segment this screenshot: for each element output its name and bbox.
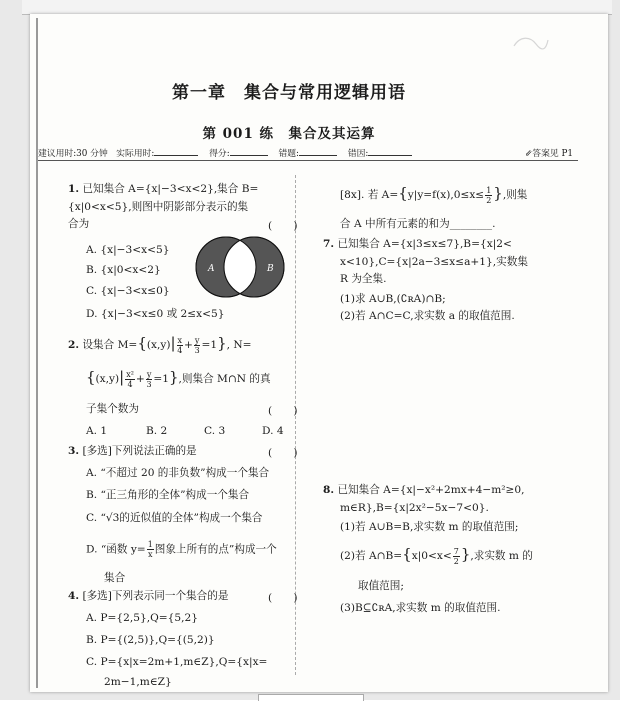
q2-option-b: B. 2 bbox=[146, 425, 168, 437]
q3-option-d: D. “函数 y= $\frac{1}{x}$ 图象上所有的点”构成一个 bbox=[86, 540, 277, 559]
q2-answer-paren: ( ) bbox=[268, 405, 298, 417]
q3-option-d-cont: 集合 bbox=[104, 572, 126, 584]
q8-sub2-cont: 取值范围; bbox=[358, 580, 404, 592]
venn-label-a: A bbox=[208, 264, 215, 274]
q4-option-a: A. P={2,5},Q={5,2} bbox=[86, 612, 198, 624]
q4-option-b: B. P={(2,5)},Q={(5,2)} bbox=[86, 634, 215, 646]
question-2: 2. 设集合 M={(x,y)| $\frac{x}{4}$ + $\frac{y}{3}$ =1}, N= bbox=[68, 334, 252, 355]
q7-line1: 已知集合 A={x|3≤x≤7},B={x|2< bbox=[337, 238, 512, 250]
q2-option-a: A. 1 bbox=[86, 425, 108, 437]
q8-line1: 已知集合 A={x|−x²+2mx+4−m²≥0, bbox=[337, 484, 525, 496]
q4-answer-paren: ( ) bbox=[268, 592, 298, 604]
wrong-items-blank bbox=[299, 155, 337, 156]
q1-line2: {x|0<x<5},则图中阴影部分表示的集 bbox=[68, 200, 249, 213]
q7-line3: R 为全集. bbox=[340, 273, 387, 285]
chapter-title: 第一章 集合与常用逻辑用语 bbox=[172, 83, 406, 103]
lesson-title: 第 001 练 集合及其运算 bbox=[202, 126, 376, 142]
question-number: 4. bbox=[68, 590, 80, 602]
wrong-reason-label: 错因: bbox=[347, 149, 369, 159]
score-label: 得分: bbox=[209, 149, 230, 159]
meta-row bbox=[38, 146, 573, 159]
q4-option-c-cont: 2m−1,m∈Z} bbox=[104, 676, 172, 688]
question-number: 3. bbox=[68, 445, 80, 457]
question-6-continued: [8x]. 若 A={y|y=f(x),0≤x≤ $\frac{1}{2}$ },则集 bbox=[340, 184, 528, 205]
fraction: $\frac{1}{2}$ bbox=[486, 185, 492, 205]
actual-time-label: 实际用时: bbox=[116, 149, 155, 159]
venn-label-b: B bbox=[267, 264, 274, 274]
fraction: $\frac{7}{2}$ bbox=[453, 546, 459, 566]
question-1 bbox=[68, 181, 293, 234]
fraction: $\frac{y}{3}$ bbox=[146, 369, 152, 389]
q2-option-c: C. 3 bbox=[204, 425, 226, 437]
q2-line2: {(x,y)| $\frac{\text{x²}}{4}$ + $\frac{y}{3}$ =1},则集合 M∩N 的真 bbox=[86, 368, 271, 389]
suggested-time: 建议用时:30 分钟 bbox=[38, 149, 108, 159]
question-number: 2. bbox=[68, 339, 80, 351]
previous-page-edge bbox=[22, 0, 612, 15]
q2-text-2: (x,y) bbox=[146, 339, 171, 351]
score-blank bbox=[230, 155, 268, 156]
question-7 bbox=[323, 236, 583, 326]
q8-line2: m∈R},B={x|2x²−5x−7<0}. bbox=[340, 501, 489, 514]
q1-option-b: B. {x|0<x<2} bbox=[86, 264, 161, 276]
actual-time-blank bbox=[154, 155, 198, 156]
answer-reference: ⇙答案见 P1 bbox=[524, 149, 573, 159]
q2-text-3: =1 bbox=[201, 339, 218, 351]
q2-text-4: , N= bbox=[226, 339, 252, 351]
q2-option-d: D. 4 bbox=[262, 425, 284, 437]
fraction: $\frac{x}{4}$ bbox=[177, 335, 183, 355]
q8-sub3: (3)B⊆∁ʀA,求实数 m 的取值范围. bbox=[340, 602, 501, 614]
fraction: $\frac{1}{x}$ bbox=[147, 540, 153, 559]
q3-line1: [多选]下列说法正确的是 bbox=[82, 445, 197, 457]
question-number: 8. bbox=[323, 484, 335, 496]
q1-line3: 合为 bbox=[68, 218, 90, 230]
q4-line1: [多选]下列表示同一个集合的是 bbox=[82, 590, 229, 602]
question-number: 1. bbox=[68, 183, 80, 195]
q3-option-a: A. “不超过 20 的非负数”构成一个集合 bbox=[86, 467, 270, 479]
q7-line2: x<10},C={x|2a−3≤x≤a+1},实数集 bbox=[340, 255, 528, 268]
wrong-reason-blank bbox=[368, 155, 412, 156]
q2-text-1: 设集合 M= bbox=[82, 339, 138, 351]
q6-line2: 合 A 中所有元素的和为________. bbox=[340, 218, 496, 230]
q1-answer-paren: ( ) bbox=[268, 220, 298, 232]
faint-watermark bbox=[510, 32, 550, 54]
venn-diagram bbox=[190, 233, 290, 301]
question-number: 7. bbox=[323, 238, 335, 250]
question-4 bbox=[68, 588, 228, 606]
wrong-items-label: 错题: bbox=[278, 149, 300, 159]
q1-option-d: D. {x|−3<x≤0 或 2≤x<5} bbox=[86, 308, 225, 320]
fraction: $\frac{\text{x²}}{4}$ bbox=[126, 369, 134, 389]
q8-sub1: (1)若 A∪B=B,求实数 m 的取值范围; bbox=[340, 521, 519, 533]
fraction: $\frac{y}{3}$ bbox=[194, 335, 200, 355]
q8-sub2: (2)若 A∩B={x|0<x< $\frac{7}{2}$ },求实数 m 的 bbox=[340, 545, 533, 566]
q4-option-c: C. P={x|x=2m+1,m∈Z},Q={x|x= bbox=[86, 656, 268, 668]
page-binding-edge bbox=[36, 18, 38, 688]
question-3 bbox=[68, 443, 197, 461]
question-8 bbox=[323, 482, 583, 537]
q3-option-b: B. “正三角形的全体”构成一个集合 bbox=[86, 489, 250, 501]
q7-sub1: (1)求 A∪B,(∁ʀA)∩B; bbox=[340, 292, 446, 305]
q7-sub2: (2)若 A∩C=C,求实数 a 的取值范围. bbox=[340, 310, 515, 322]
q1-line1: 已知集合 A={x|−3<x<2},集合 B= bbox=[82, 183, 259, 195]
q2-line3: 子集个数为 bbox=[86, 403, 139, 415]
header-divider bbox=[38, 160, 578, 161]
q1-option-a: A. {x|−3<x<5} bbox=[86, 244, 170, 256]
q1-option-c: C. {x|−3<x≤0} bbox=[86, 285, 170, 297]
q3-answer-paren: ( ) bbox=[268, 447, 298, 459]
q3-option-c: C. “√3的近似值的全体”构成一个集合 bbox=[86, 512, 263, 524]
